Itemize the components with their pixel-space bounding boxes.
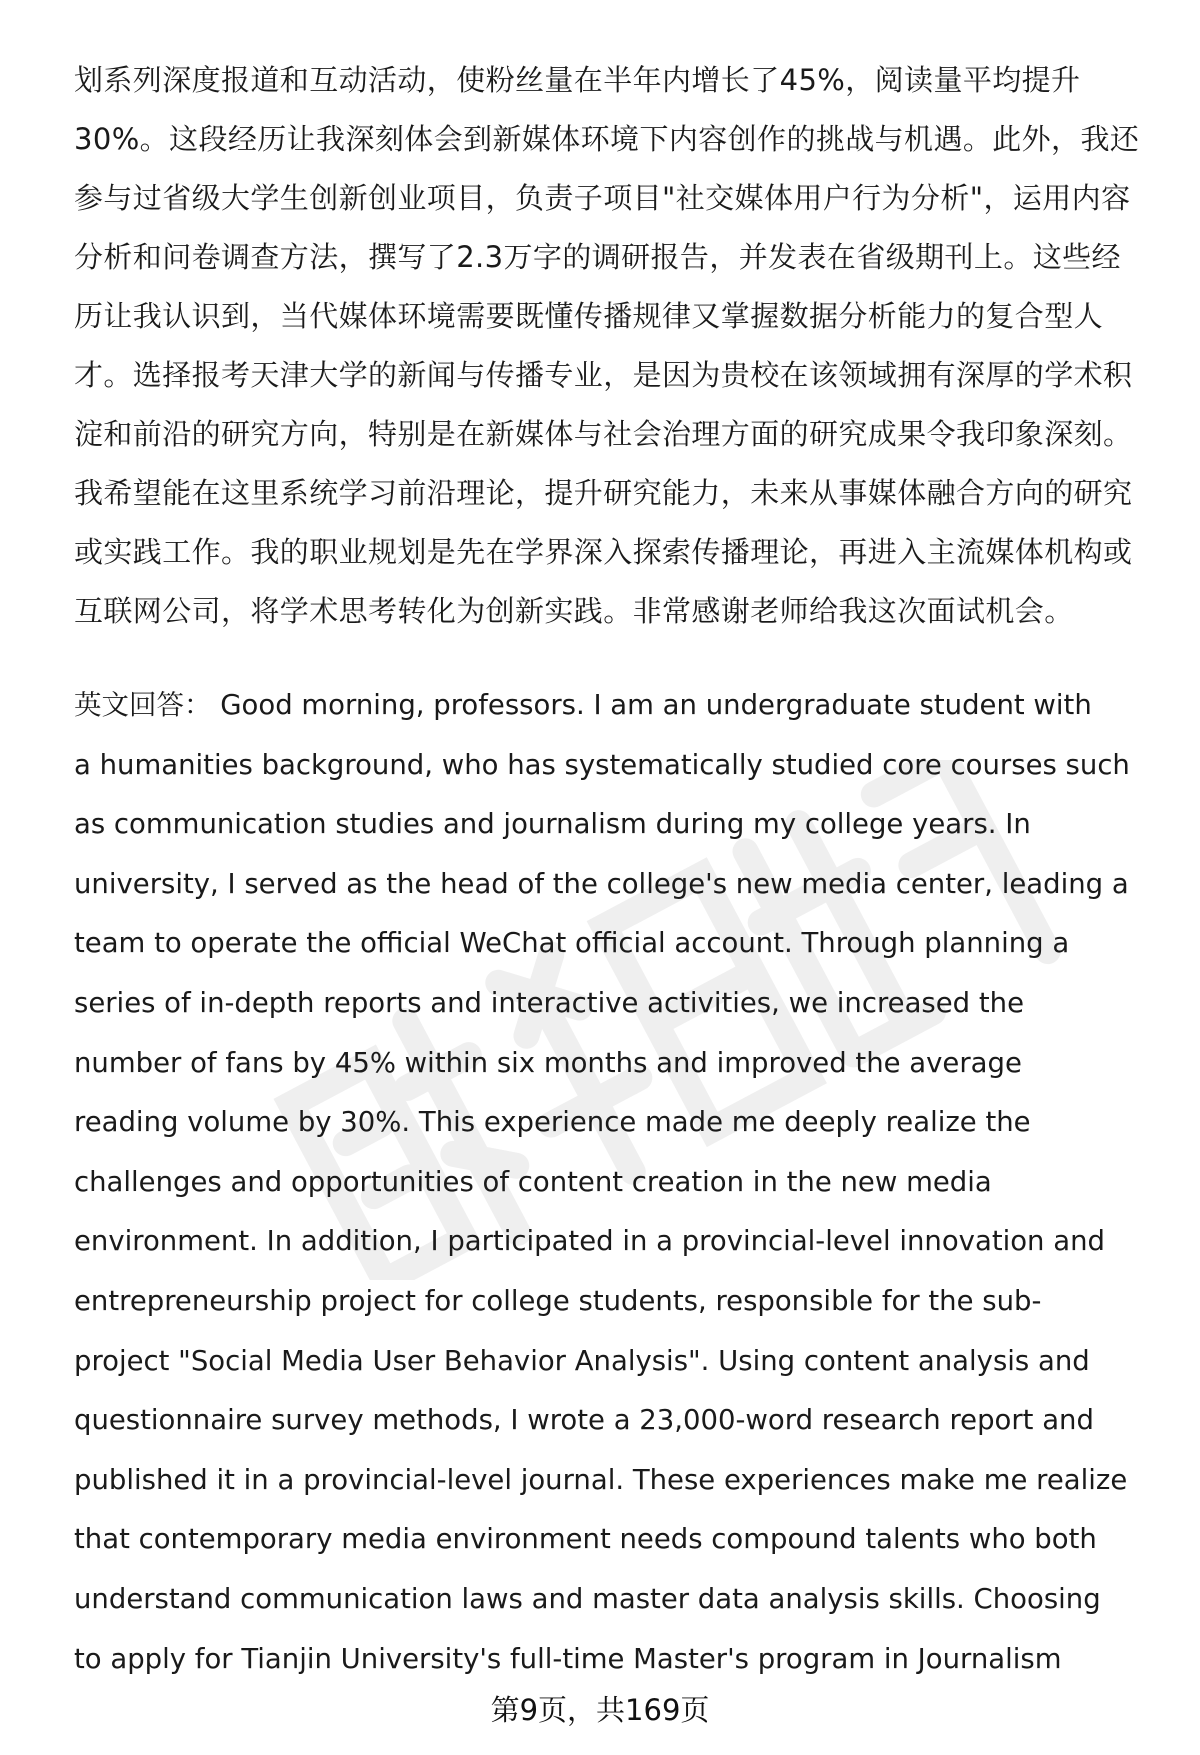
text-line: challenges and opportunities of content creation in the new media xyxy=(74,1165,992,1198)
text-line: published it in a provincial-level journal. These experiences make me realize xyxy=(74,1463,1128,1496)
text-line: university, I served as the head of the college's new media center, leading a xyxy=(74,867,1129,900)
page-footer: 第9页，共169页 xyxy=(0,1690,1200,1730)
text-line: questionnaire survey methods, I wrote a 23,000-word research report and xyxy=(74,1404,1094,1437)
text-line: number of fans by 45% within six months and improved the average xyxy=(74,1046,1022,1079)
text-line: 参与过省级大学生创新创业项目，负责子项目"社交媒体用户行为分析"，运用内容 xyxy=(74,181,1131,215)
text-line: 我希望能在这里系统学习前沿理论，提升研究能力，未来从事媒体融合方向的研究 xyxy=(74,476,1133,510)
text-line: 划系列深度报道和互动活动，使粉丝量在半年内增长了45%，阅读量平均提升 xyxy=(74,63,1081,97)
chinese-paragraph xyxy=(74,58,1154,648)
text-line: environment. In addition, I participated in a provincial-level innovation and xyxy=(74,1225,1105,1258)
text-line: series of in-depth reports and interactive activities, we increased the xyxy=(74,986,1024,1019)
english-paragraph xyxy=(74,683,1154,1696)
text-line: entrepreneurship project for college students, responsible for the sub- xyxy=(74,1284,1042,1317)
text-line: as communication studies and journalism during my college years. In xyxy=(74,808,1031,841)
text-line: 30%。这段经历让我深刻体会到新媒体环境下内容创作的挑战与机遇。此外，我还 xyxy=(74,122,1140,156)
text-line: project "Social Media User Behavior Analysis". Using content analysis and xyxy=(74,1344,1090,1377)
text-line: 历让我认识到，当代媒体环境需要既懂传播规律又掌握数据分析能力的复合型人 xyxy=(74,299,1104,333)
text-line: 英文回答： Good morning, professors. I am an undergraduate student with xyxy=(74,689,1092,721)
text-line: 分析和问卷调查方法，撰写了2.3万字的调研报告，并发表在省级期刊上。这些经 xyxy=(74,240,1121,274)
text-line: 互联网公司，将学术思考转化为创新实践。非常感谢老师给我这次面试机会。 xyxy=(74,594,1074,628)
text-line: reading volume by 30%. This experience made me deeply realize the xyxy=(74,1106,1031,1139)
text-line: that contemporary media environment needs compound talents who both xyxy=(74,1523,1097,1556)
document-body xyxy=(74,58,1154,1696)
text-line: 才。选择报考天津大学的新闻与传播专业，是因为贵校在该领域拥有深厚的学术积 xyxy=(74,358,1133,392)
text-line: a humanities background, who has systematically studied core courses such xyxy=(74,748,1130,781)
text-line: 或实践工作。我的职业规划是先在学界深入探索传播理论，再进入主流媒体机构或 xyxy=(74,535,1133,569)
text-line: to apply for Tianjin University's full-time Master's program in Journalism xyxy=(74,1642,1062,1675)
text-line: 淀和前沿的研究方向，特别是在新媒体与社会治理方面的研究成果令我印象深刻。 xyxy=(74,417,1133,451)
text-line: understand communication laws and master data analysis skills. Choosing xyxy=(74,1582,1101,1615)
text-line: team to operate the official WeChat official account. Through planning a xyxy=(74,927,1070,960)
